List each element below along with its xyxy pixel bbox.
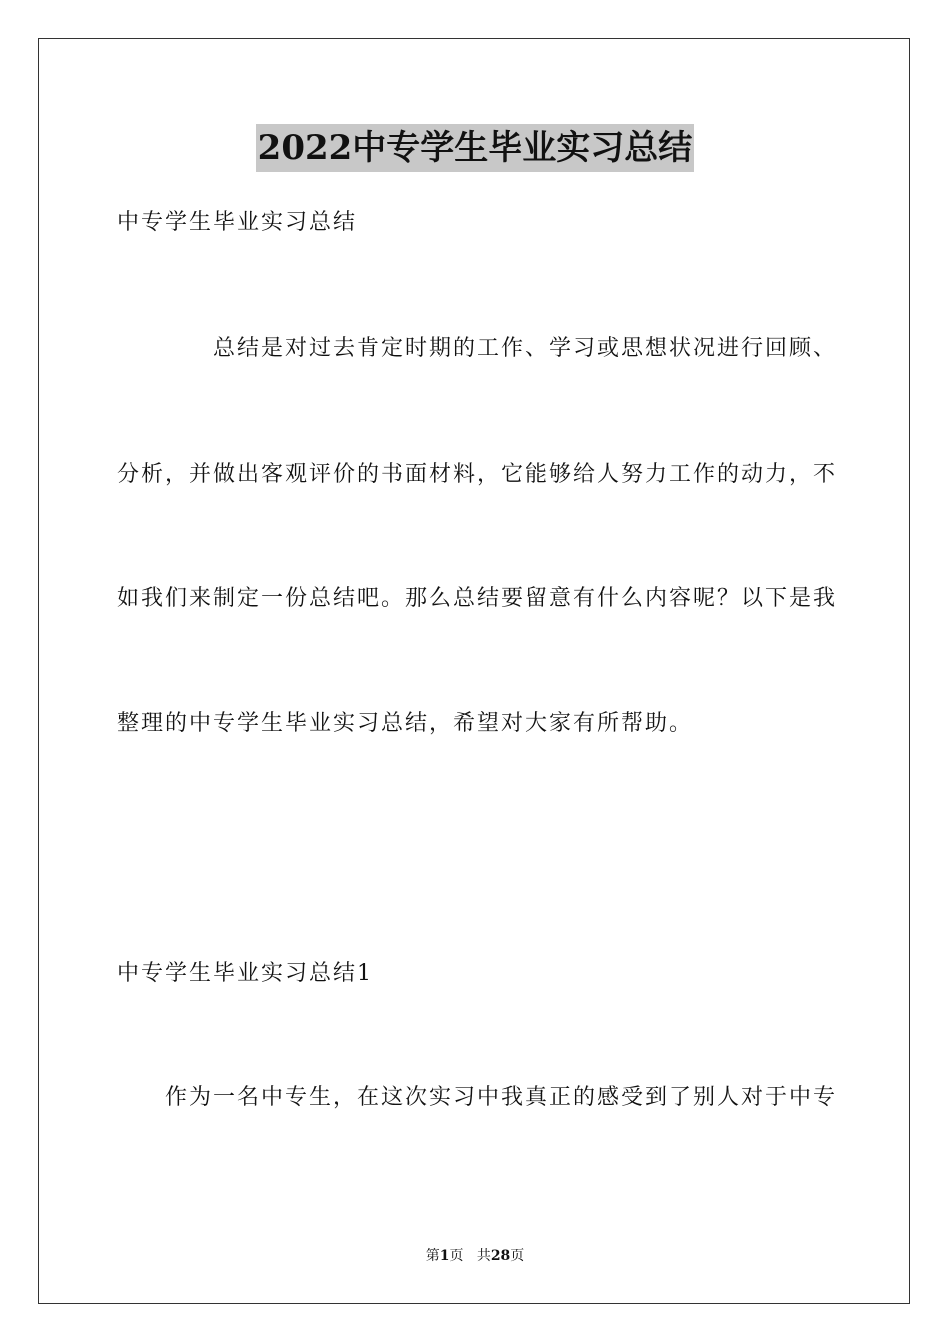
page-footer [0,1246,950,1266]
intro-line-4: 整理的中专学生毕业实习总结，希望对大家有所帮助。 [117,711,694,736]
document-title: 2022中专学生毕业实习总结 [256,124,695,172]
section-line-1: 作为一名中专生，在这次实习中我真正的感受到了别人对于中专 [165,1085,838,1110]
document-subtitle: 中专学生毕业实习总结 [117,210,358,235]
page-prefix: 第 [425,1248,440,1264]
page-number: 1 [439,1248,450,1264]
intro-line-3: 如我们来制定一份总结吧。那么总结要留意有什么内容呢？以下是我 [117,586,838,611]
total-suffix: 页 [510,1248,525,1264]
total-prefix: 共 [476,1248,491,1264]
section-heading: 中专学生毕业实习总结1 [117,961,373,986]
total-pages: 28 [490,1248,511,1264]
intro-line-2: 分析，并做出客观评价的书面材料，它能够给人努力工作的动力，不 [117,462,838,487]
title-container [0,124,950,172]
intro-line-1: 总结是对过去肯定时期的工作、学习或思想状况进行回顾、 [213,336,838,361]
page-suffix: 页 [449,1248,464,1264]
